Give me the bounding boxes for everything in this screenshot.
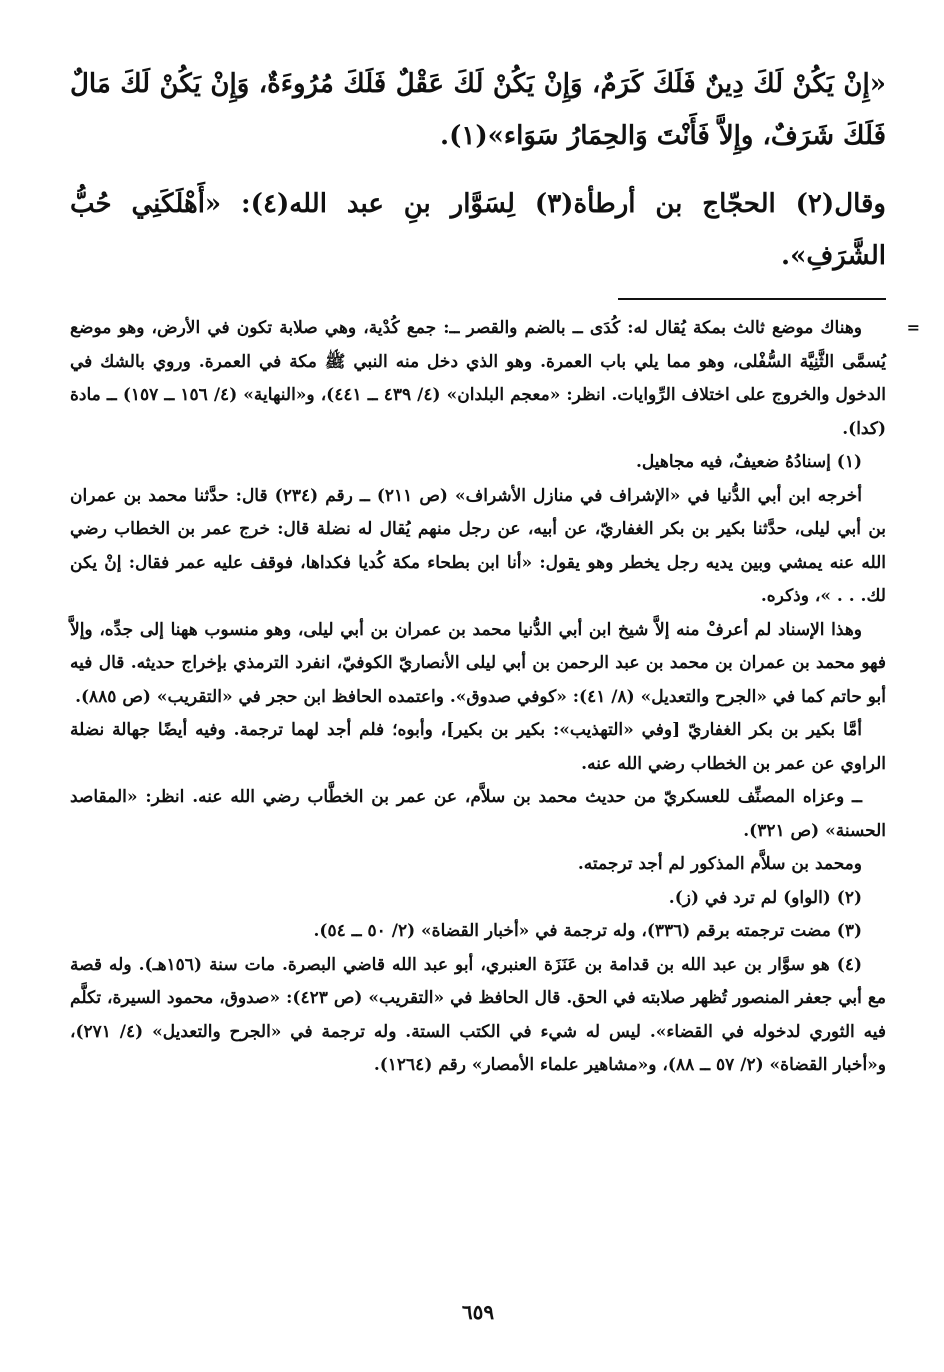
footnote-divider [618, 298, 886, 300]
book-page [70, 0, 920, 1372]
footnote-1-bukayr: أمَّا بكير بن بكر الغفاريّ [وفي «التهذيب»: بكير بن بكير]، وأبوه؛ فلم أجد لهما ترجمة. وفيه أيضًا جهالة نضلة الراوي عن عمر بن الخطاب رضي الله عنه. [70, 720, 886, 774]
main-paragraph-hajjaj: وقال(٢) الحجّاج بن أرطأة(٣) لِسَوَّار بنِ عبد الله(٤): «أَهْلَكَنِي حُبُّ الشَّرَفِ». [70, 189, 886, 271]
footnotes-section [70, 312, 920, 1083]
footnote-1-takhrij: أخرجه ابن أبي الدُّنيا في «الإشراف في منازل الأشراف» (ص ٢١١) ــ رقم (٢٣٤) قال: حدَّثنا محمد بن عمران بن أبي ليلى، حدَّثنا بكير بن بكر الغفاريّ، عن أبيه، عن رجل منهم يُقال له نضلة قال: خرج عمر بن الخطاب رضي الله عنه يمشي وبين يديه رجل يخطر وهو يقول: «أنا ابن بطحاء مكة كُديا فكداها، فوقف عليه عمر فقال: إنْ يكن لك. . . »، وذكره. [70, 485, 886, 606]
footnote-4: (٤) هو سوَّار بن عبد الله بن قدامة بن عَنَزَة العنبري، أبو عبد الله قاضي البصرة. مات سنة (١٥٦هـ). وله قصة مع أبي جعفر المنصور تُظهر صلابته في الحق. قال الحافظ في «التقريب» (ص ٤٢٣): «صدوق، محمود السيرة، تكلَّم فيه الثوري لدخوله في القضاء». ليس له شيء في الكتب الستة. وله ترجمة في «الجرح والتعديل» (٤/ ٢٧١)، و«أخبار القضاة» (٢/ ٥٧ ــ ٨٨)، و«مشاهير علماء الأمصار» رقم (١٢٦٤). [70, 954, 887, 1075]
footnote-continuation: وهناك موضع ثالث بمكة يُقال له: كُدَى ــ بالضم والقصر ــ: جمع كُدْية، وهي صلابة تكون في الأرض، وهو موضع يُسمَّى الثَّنِيَّة السُّفْلى، وهو مما يلي باب العمرة. وهو الذي دخل منه النبي ﷺ مكة في العمرة. وروي بالشك في الدخول والخروج على اختلاف الرِّوايات. انظر: «معجم البلدان» (٤/ ٤٣٩ ــ ٤٤١)، و«النهاية» (٤/ ١٥٦ ــ ١٥٧) ــ مادة (كدا). [70, 318, 886, 439]
footnote-2: (٢) (الواو) لم ترد في (ز). [668, 887, 862, 908]
footnote-continuation-mark: = [906, 318, 920, 337]
main-text [70, 58, 886, 298]
footnote-1: (١) إسنادُهُ ضعيفٌ، فيه مجاهيل. [635, 452, 862, 472]
footnote-1-isnad: وهذا الإسناد لم أعرفْ منه إلاَّ شيخ ابن أبي الدُّنيا محمد بن عمران بن أبي ليلى، وهو منسوب ههنا إلى جدِّه، وإلاَّ فهو محمد بن عمران بن محمد بن عبد الرحمن بن أبي ليلى الأنصاريّ الكوفيّ، انفرد الترمذي بإخراج حديثه. قال فيه أبو حاتم كما في «الجرح والتعديل» (٨/ ٤١): «كوفي صدوق». واعتمده الحافظ ابن حجر في «التقريب» (ص ٨٨٥). [70, 619, 886, 707]
footnote-1-askari: ــ وعزاه المصنِّف للعسكريّ من حديث محمد بن سلاَّم، عن عمر بن الخطَّاب رضي الله عنه. انظر: «المقاصد الحسنة» (ص ٣٢١). [70, 787, 886, 841]
footnote-1-ibn-sallam: ومحمد بن سلاَّم المذكور لم أجد ترجمته. [577, 854, 862, 874]
footnote-3: (٣) مضت ترجمته برقم (٣٣٦)، وله ترجمة في «أخبار القضاة» (٢/ ٥٠ ــ ٥٤). [313, 921, 862, 941]
main-paragraph-quote: «إِنْ يَكُنْ لَكَ دِينٌ فَلَكَ كَرَمٌ، وَإِنْ يَكُنْ لَكَ عَقْلٌ فَلَكَ مُرُوءَةٌ، وَإِنْ يَكُنْ لَكَ مَالٌ فَلَكَ شَرَفٌ، وإِلاَّ فَأَنْتَ وَالحِمَارُ سَوَاء»(١). [70, 69, 886, 151]
page-number: ٦٥٩ [461, 1300, 495, 1324]
